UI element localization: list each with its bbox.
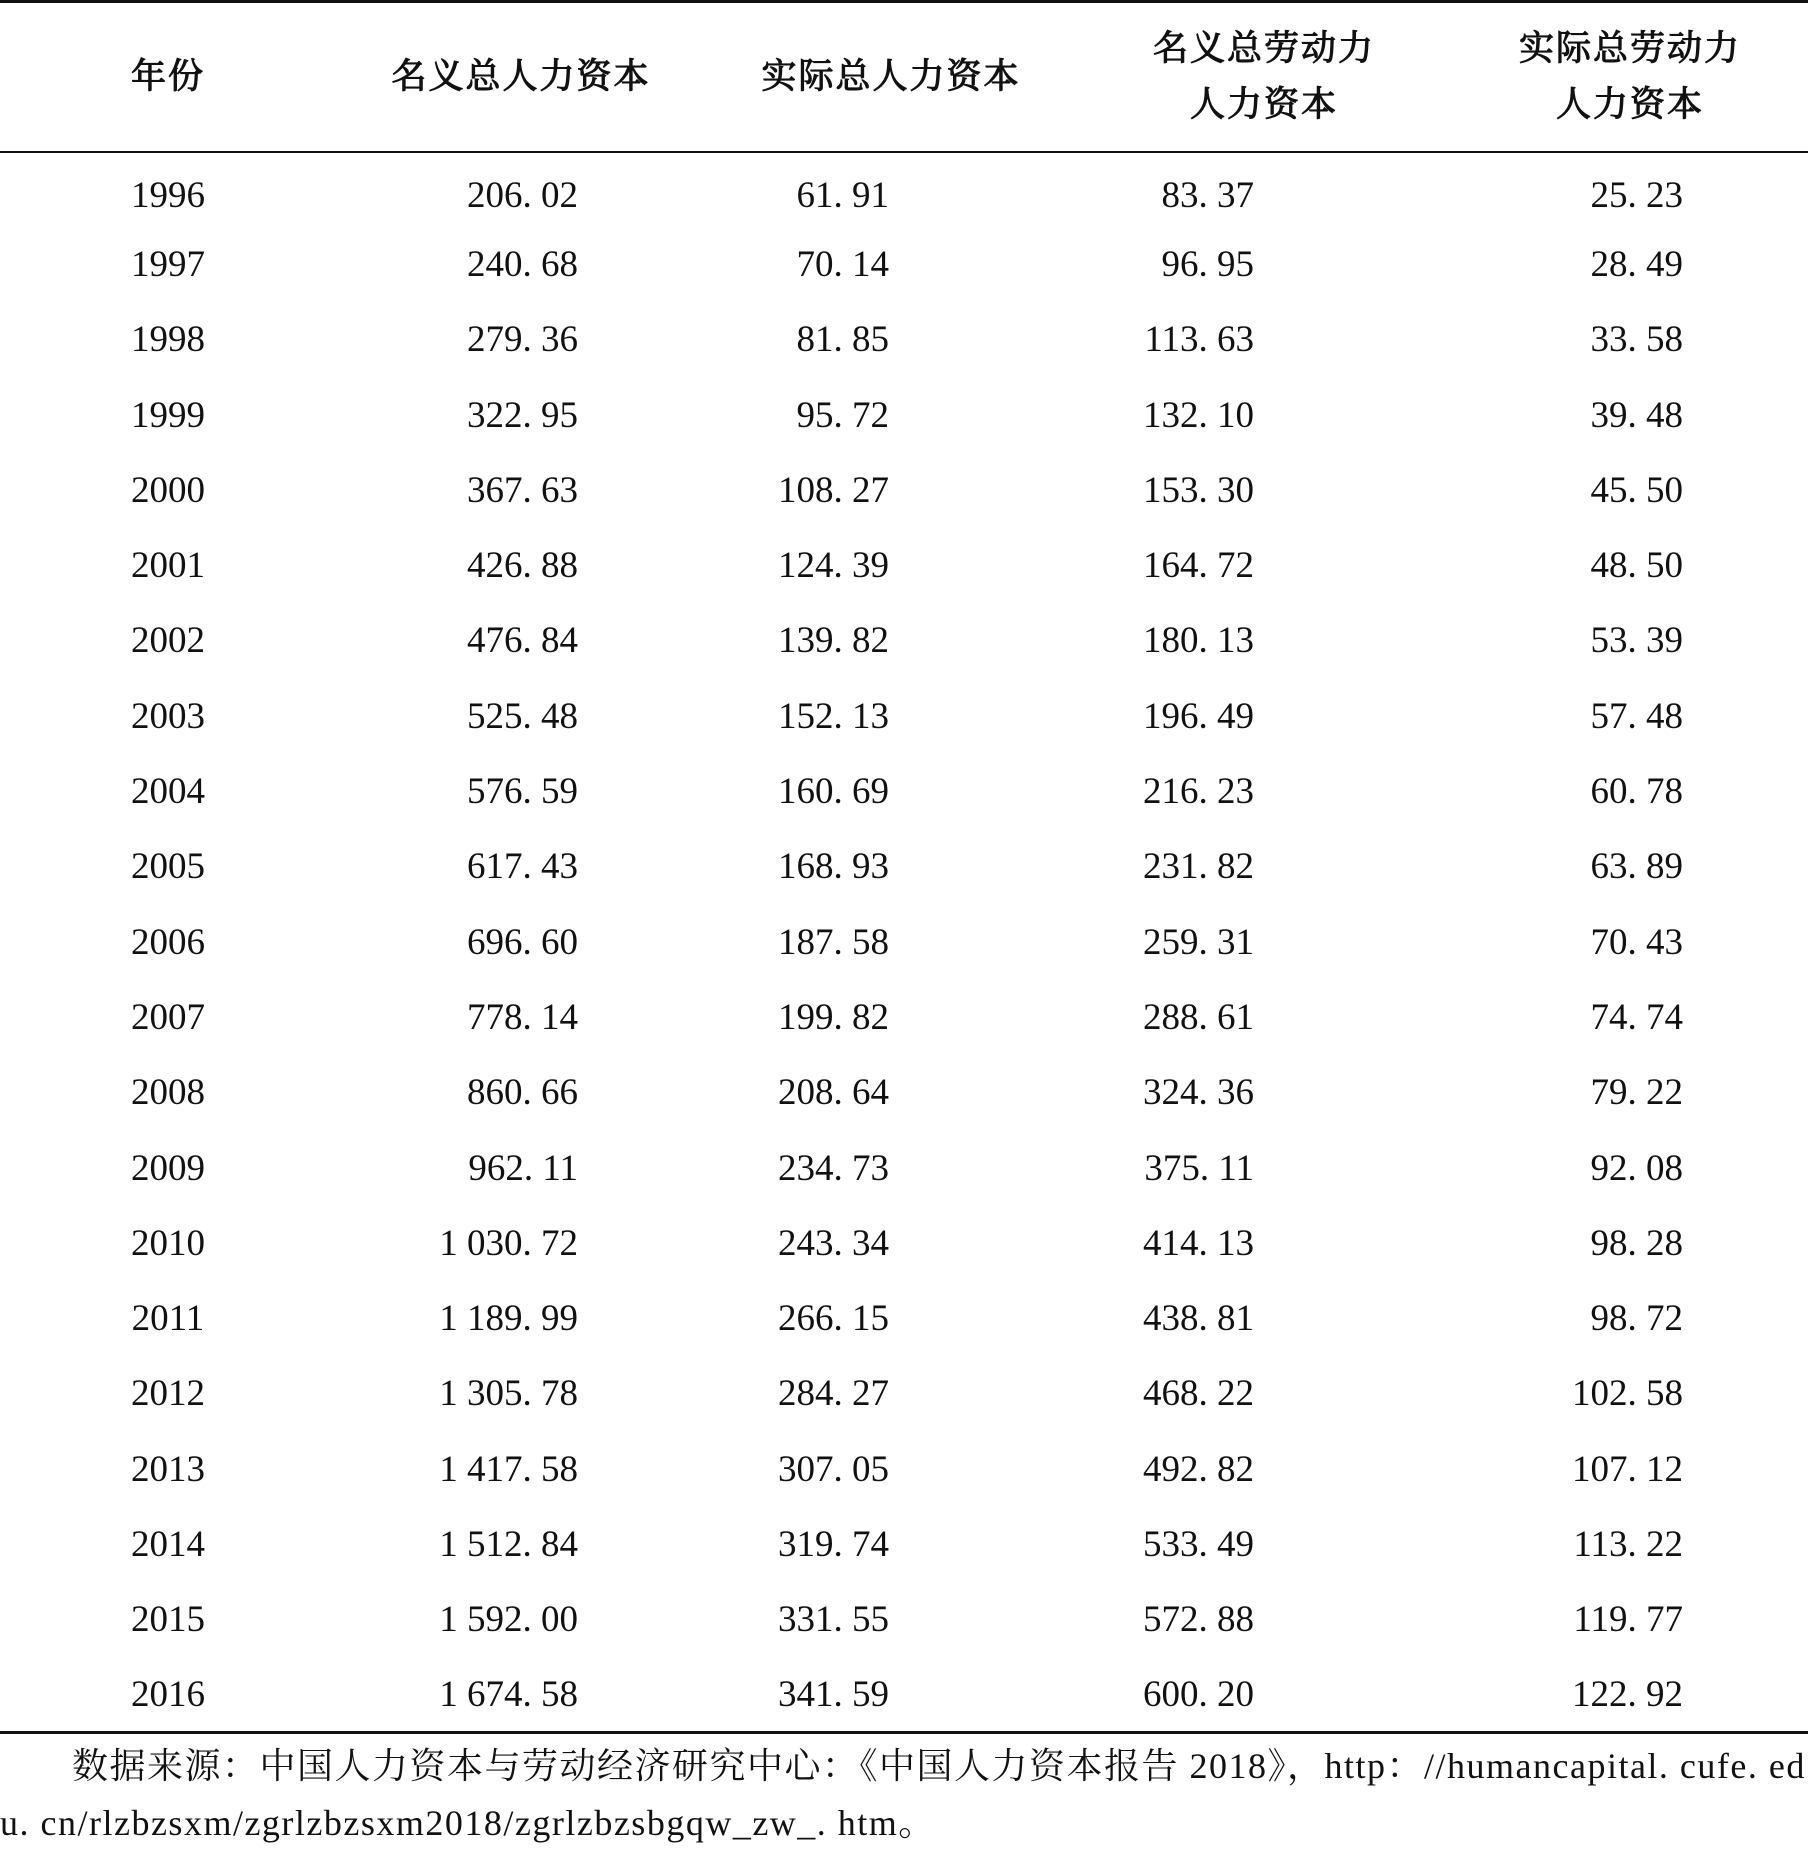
year-cell: 2005 <box>131 846 205 888</box>
real-labor-cell: 48. 50 <box>1590 545 1683 587</box>
real-total-cell: 139. 82 <box>778 620 889 662</box>
real-total-cell: 160. 69 <box>778 771 889 813</box>
nominal-total-cell: 1 030. 72 <box>439 1222 578 1264</box>
header-real-labor-human-capital <box>1452 2 1808 152</box>
table-row <box>0 754 1808 829</box>
table-row <box>0 1432 1808 1507</box>
nominal-labor-cell: 572. 88 <box>1143 1599 1254 1641</box>
year-cell: 2001 <box>131 545 205 587</box>
real-total-cell: 187. 58 <box>778 921 889 963</box>
table-row <box>0 1206 1808 1281</box>
real-labor-cell: 119. 77 <box>1573 1599 1683 1641</box>
real-total-cell: 243. 34 <box>778 1222 889 1264</box>
real-labor-cell: 39. 48 <box>1590 394 1683 436</box>
table-row <box>0 302 1808 377</box>
nominal-labor-cell: 132. 10 <box>1143 394 1254 436</box>
header-text-line: 人力资本 <box>1555 84 1704 125</box>
year-cell: 2009 <box>131 1147 205 1189</box>
year-cell: 2002 <box>131 620 205 662</box>
nominal-total-cell: 696. 60 <box>467 921 578 963</box>
real-labor-cell: 28. 49 <box>1590 243 1683 285</box>
nominal-total-cell: 1 305. 78 <box>439 1373 578 1415</box>
real-labor-cell: 122. 92 <box>1452 1657 1808 1732</box>
table-row <box>0 528 1808 603</box>
nominal-total-cell: 860. 66 <box>467 1072 578 1114</box>
real-total-cell: 168. 93 <box>778 846 889 888</box>
nominal-labor-cell: 113. 63 <box>1144 319 1254 361</box>
real-labor-cell: 98. 28 <box>1590 1222 1683 1264</box>
real-labor-cell: 53. 39 <box>1590 620 1683 662</box>
nominal-total-cell: 206. 02 <box>467 175 578 217</box>
nominal-labor-cell: 375. 11 <box>1144 1147 1254 1189</box>
real-labor-cell: 113. 22 <box>1573 1523 1683 1565</box>
nominal-labor-cell: 96. 95 <box>1161 243 1254 285</box>
real-total-cell: 319. 74 <box>778 1523 889 1565</box>
nominal-total-cell: 576. 59 <box>467 771 578 813</box>
table-row <box>0 1582 1808 1657</box>
nominal-labor-cell: 231. 82 <box>1143 846 1254 888</box>
nominal-labor-cell: 468. 22 <box>1143 1373 1254 1415</box>
nominal-total-cell: 778. 14 <box>467 996 578 1038</box>
nominal-labor-cell: 288. 61 <box>1143 996 1254 1038</box>
nominal-total-cell: 279. 36 <box>467 319 578 361</box>
real-labor-cell: 98. 72 <box>1590 1298 1683 1340</box>
real-total-cell: 95. 72 <box>796 394 889 436</box>
header-year <box>0 2 336 152</box>
header-text-line: 实际总人力资本 <box>761 56 1021 97</box>
header-nominal-labor-human-capital <box>1076 2 1452 152</box>
real-labor-cell: 92. 08 <box>1590 1147 1683 1189</box>
nominal-total-cell: 525. 48 <box>467 695 578 737</box>
nominal-labor-cell: 438. 81 <box>1143 1298 1254 1340</box>
real-total-cell: 234. 73 <box>778 1147 889 1189</box>
real-total-cell: 61. 91 <box>796 175 889 217</box>
nominal-total-cell: 617. 43 <box>467 846 578 888</box>
real-labor-cell: 57. 48 <box>1590 695 1683 737</box>
real-labor-cell: 107. 12 <box>1572 1448 1683 1490</box>
nominal-labor-cell: 153. 30 <box>1143 469 1254 511</box>
year-cell: 2008 <box>131 1072 205 1114</box>
table-row <box>0 1356 1808 1431</box>
table-row <box>0 1281 1808 1356</box>
nominal-total-cell: 322. 95 <box>467 394 578 436</box>
table-row <box>0 227 1808 302</box>
real-total-cell: 284. 27 <box>778 1373 889 1415</box>
real-labor-cell: 63. 89 <box>1590 846 1683 888</box>
year-cell: 2011 <box>131 1298 205 1340</box>
year-cell: 1998 <box>131 319 205 361</box>
table-row <box>0 1130 1808 1205</box>
header-text-line: 实际总劳动力 <box>1518 28 1741 69</box>
nominal-total-cell: 1 189. 99 <box>439 1298 578 1340</box>
nominal-labor-cell: 164. 72 <box>1143 545 1254 587</box>
real-total-cell: 124. 39 <box>778 545 889 587</box>
real-labor-cell: 102. 58 <box>1572 1373 1683 1415</box>
table-row <box>0 829 1808 904</box>
nominal-total-cell: 367. 63 <box>467 469 578 511</box>
year-cell: 1996 <box>131 175 205 217</box>
year-cell: 2000 <box>131 469 205 511</box>
nominal-labor-cell: 259. 31 <box>1143 921 1254 963</box>
real-labor-cell: 70. 43 <box>1590 921 1683 963</box>
nominal-labor-cell: 324. 36 <box>1143 1072 1254 1114</box>
year-cell: 2003 <box>131 695 205 737</box>
table-row <box>0 377 1808 452</box>
real-total-cell: 341. 59 <box>706 1657 1076 1732</box>
table-row <box>0 904 1808 979</box>
nominal-labor-cell: 533. 49 <box>1143 1523 1254 1565</box>
year-cell: 2012 <box>131 1373 205 1415</box>
nominal-labor-cell: 492. 82 <box>1143 1448 1254 1490</box>
nominal-total-cell: 962. 11 <box>468 1147 578 1189</box>
nominal-labor-cell: 414. 13 <box>1143 1222 1254 1264</box>
year-cell: 1999 <box>131 394 205 436</box>
real-labor-cell: 79. 22 <box>1590 1072 1683 1114</box>
year-cell: 2014 <box>131 1523 205 1565</box>
year-cell: 2007 <box>131 996 205 1038</box>
nominal-labor-cell: 180. 13 <box>1143 620 1254 662</box>
table-row <box>0 1055 1808 1130</box>
source-note: 数据来源：中国人力资本与劳动经济研究中心：《中国人力资本报告 2018》，http：//humancapital. cufe. edu. cn/rlzbzsxm/zgrlzbzsxm2018/zgrlzbzsbgqw_zw_. htm。 <box>0 1746 1806 1843</box>
header-text-line: 人力资本 <box>1189 84 1338 125</box>
table-header <box>0 2 1808 152</box>
table-row <box>0 679 1808 754</box>
nominal-total-cell: 1 674. 58 <box>336 1657 706 1732</box>
header-text-line: 名义总劳动力 <box>1152 28 1375 69</box>
year-cell: 2006 <box>131 921 205 963</box>
table-row <box>0 980 1808 1055</box>
table-row <box>0 453 1808 528</box>
table-row <box>0 1507 1808 1582</box>
real-total-cell: 152. 13 <box>778 695 889 737</box>
year-cell: 2016 <box>0 1657 336 1732</box>
real-labor-cell: 74. 74 <box>1590 996 1683 1038</box>
year-cell: 2010 <box>131 1222 205 1264</box>
header-real-total-human-capital <box>706 2 1076 152</box>
table-row <box>0 1657 1808 1732</box>
real-labor-cell: 33. 58 <box>1590 319 1683 361</box>
real-total-cell: 266. 15 <box>778 1298 889 1340</box>
year-cell: 1997 <box>131 243 205 285</box>
nominal-labor-cell: 216. 23 <box>1143 771 1254 813</box>
real-total-cell: 331. 55 <box>778 1599 889 1641</box>
real-total-cell: 199. 82 <box>778 996 889 1038</box>
real-total-cell: 70. 14 <box>796 243 889 285</box>
nominal-total-cell: 1 592. 00 <box>439 1599 578 1641</box>
nominal-labor-cell: 83. 37 <box>1161 175 1254 217</box>
real-labor-cell: 45. 50 <box>1590 469 1683 511</box>
nominal-total-cell: 476. 84 <box>467 620 578 662</box>
nominal-total-cell: 240. 68 <box>467 243 578 285</box>
nominal-labor-cell: 600. 20 <box>1076 1657 1452 1732</box>
header-nominal-total-human-capital <box>336 2 706 152</box>
year-cell: 2004 <box>131 771 205 813</box>
nominal-total-cell: 426. 88 <box>467 545 578 587</box>
real-total-cell: 108. 27 <box>778 469 889 511</box>
table-row <box>0 603 1808 678</box>
real-total-cell: 208. 64 <box>778 1072 889 1114</box>
real-total-cell: 307. 05 <box>778 1448 889 1490</box>
real-total-cell: 81. 85 <box>796 319 889 361</box>
header-row <box>0 2 1808 152</box>
nominal-total-cell: 1 417. 58 <box>439 1448 578 1490</box>
year-cell: 2015 <box>131 1599 205 1641</box>
real-labor-cell: 60. 78 <box>1590 771 1683 813</box>
nominal-total-cell: 1 512. 84 <box>439 1523 578 1565</box>
table-body <box>0 152 1808 1733</box>
table-row <box>0 152 1808 227</box>
header-text-line: 名义总人力资本 <box>391 56 651 97</box>
header-text-line: 年份 <box>130 56 205 97</box>
nominal-labor-cell: 196. 49 <box>1143 695 1254 737</box>
year-cell: 2013 <box>131 1448 205 1490</box>
real-labor-cell: 25. 23 <box>1590 175 1683 217</box>
